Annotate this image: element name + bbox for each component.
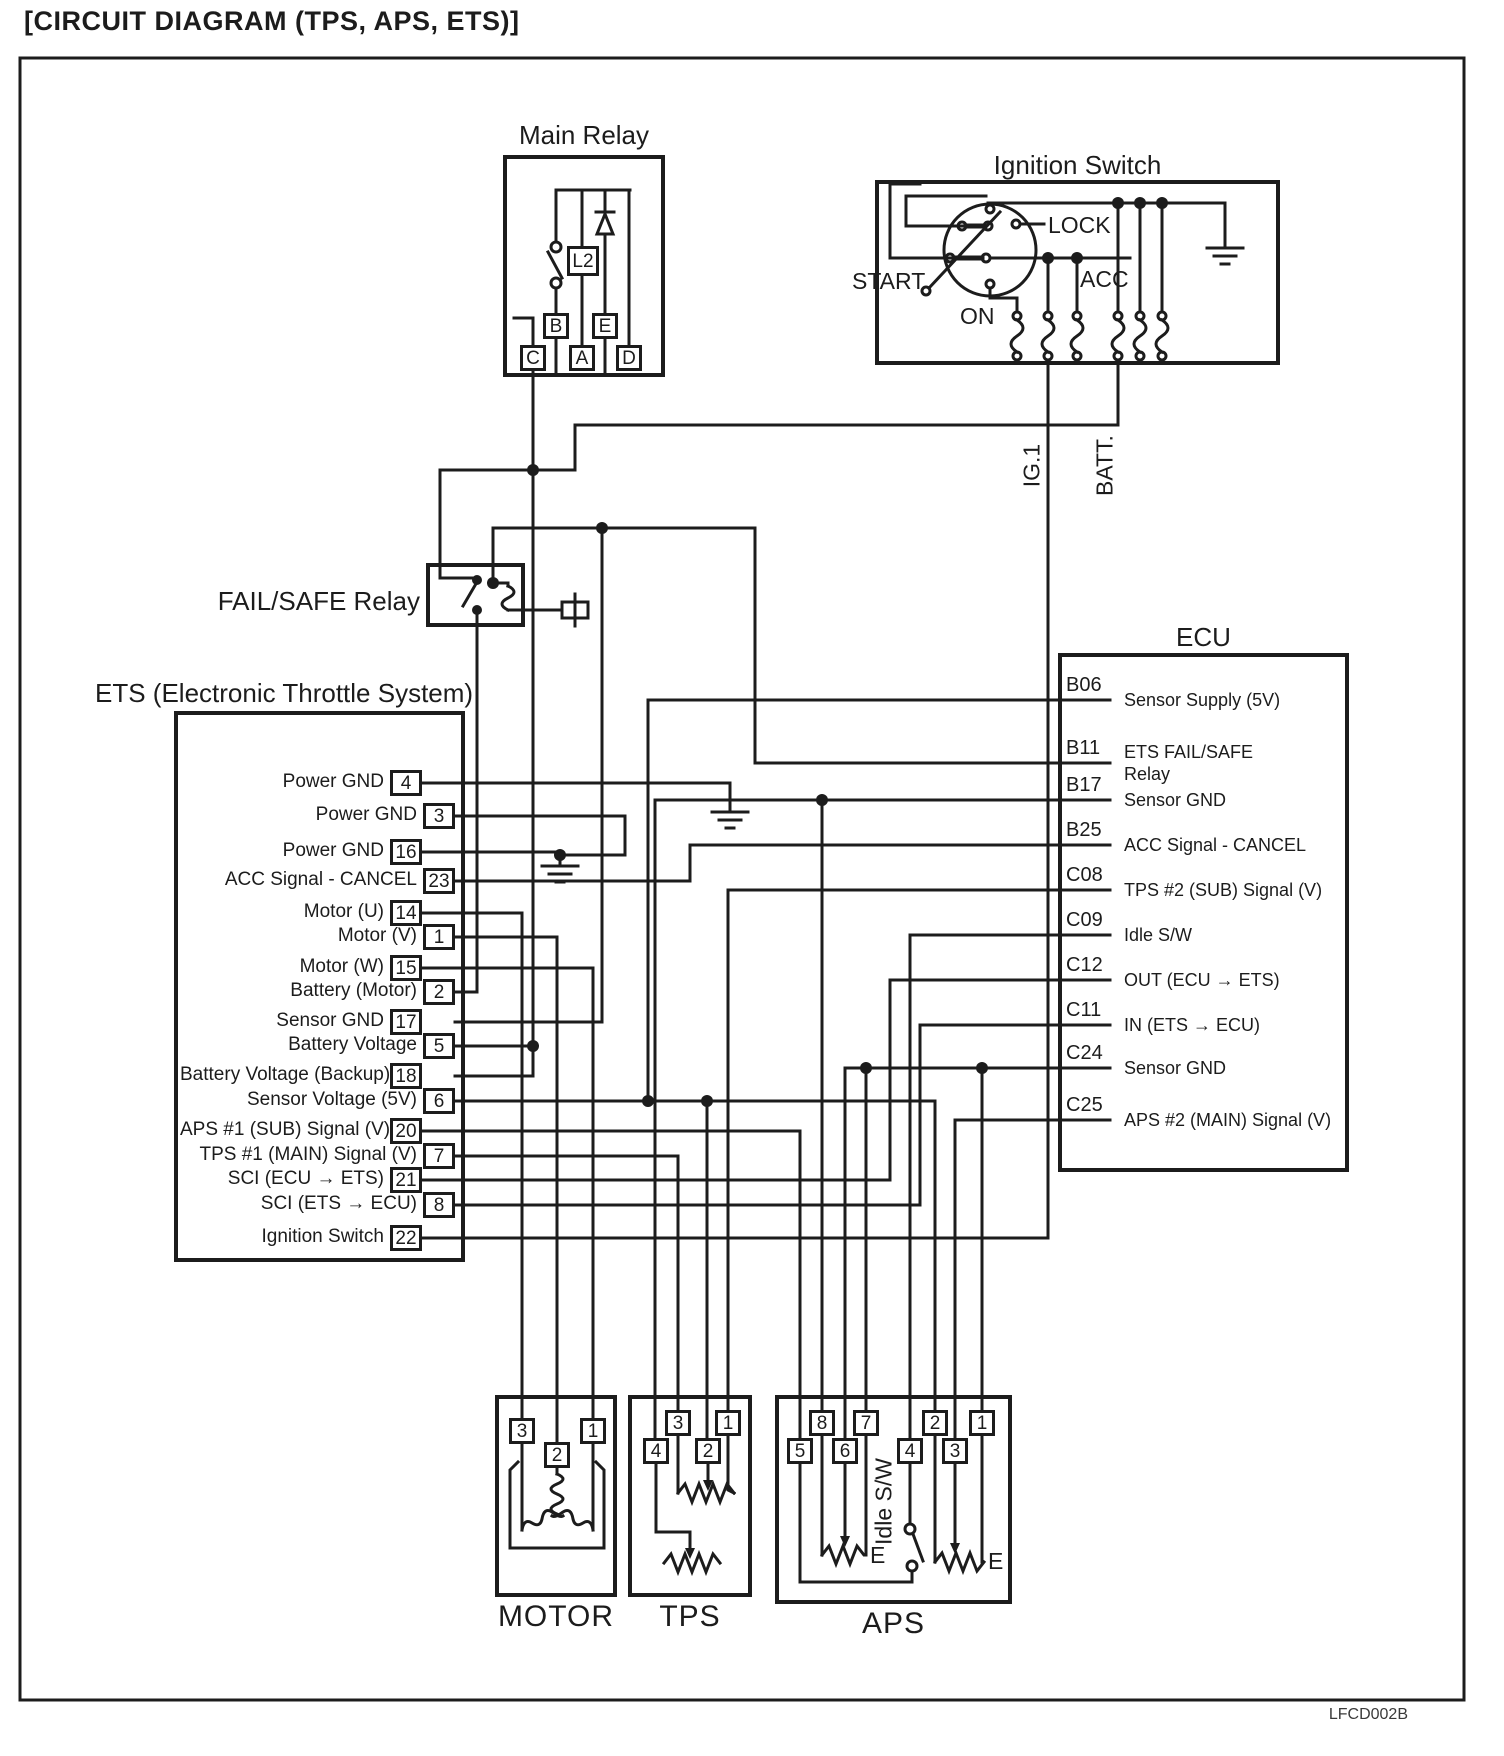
ecu-pin-desc: Idle S/W (1124, 925, 1193, 945)
ets-pin-label: Battery Voltage (288, 1034, 417, 1055)
ground-icon (712, 812, 748, 828)
ecu-box (1060, 655, 1347, 1170)
ecu-title: ECU (1176, 622, 1231, 652)
ets-pin-num: 7 (423, 1143, 455, 1169)
ets-wires (422, 783, 1110, 1442)
ecu-pin-code: C08 (1066, 864, 1103, 886)
aps-pin-4: 4 (897, 1438, 923, 1464)
ecu-pin-code: B06 (1066, 674, 1102, 696)
aps-pin-1: 1 (969, 1410, 995, 1436)
ets-pin-num: 18 (390, 1063, 422, 1089)
aps-title: APS (861, 1607, 926, 1640)
ets-pin-num: 6 (423, 1088, 455, 1114)
ecu-pin-desc: ETS FAIL/SAFE Relay (1124, 742, 1254, 784)
ecu-pin-desc: APS #2 (MAIN) Signal (V) (1124, 1110, 1332, 1130)
ets-pin-label: TPS #1 (MAIN) Signal (V) (199, 1144, 417, 1165)
idle-switch-blade-icon (913, 1534, 923, 1561)
ecu-pin-code: C09 (1066, 909, 1103, 931)
ets-pin-num: 3 (423, 803, 455, 829)
relay-switch-blade-icon (548, 252, 562, 278)
ets-pin-label: Motor (W) (299, 956, 384, 977)
aps-pin-5: 5 (787, 1438, 813, 1464)
tps-pin-3: 3 (665, 1410, 691, 1436)
main-relay-coil-label: L2 (567, 246, 599, 276)
main-relay-pin-b: B (543, 313, 569, 339)
ets-pin-num: 2 (423, 979, 455, 1005)
wire-label-ig1: IG.1 (1018, 443, 1045, 488)
ets-pin-label: Power GND (315, 804, 417, 825)
fail-safe-relay-label: FAIL/SAFE Relay (217, 586, 420, 616)
ets-pin-label: Ignition Switch (261, 1226, 384, 1247)
tps-title: TPS (659, 1600, 721, 1633)
ecu-pin-desc: Sensor GND (1124, 1058, 1227, 1078)
ignition-switch-title: Ignition Switch (993, 150, 1162, 180)
ets-pin-label: Battery Voltage (Backup) (180, 1064, 391, 1085)
ets-pin-label: SCI (ECU → ETS) (227, 1168, 384, 1189)
ets-pin-num: 16 (390, 839, 422, 865)
ecu-pin-code: C12 (1066, 954, 1103, 976)
ets-pin-num: 1 (423, 924, 455, 950)
diode-icon (597, 214, 613, 234)
ecu-pin-code: B17 (1066, 774, 1102, 796)
ets-pin-num: 20 (390, 1118, 422, 1144)
ecu-pin-code: C11 (1066, 999, 1102, 1021)
ets-pin-label: APS #1 (SUB) Signal (V) (180, 1119, 391, 1140)
ecu-pin-code: C24 (1066, 1042, 1103, 1064)
fail-safe-relay-internals (440, 528, 1110, 1022)
aps-e1-label: E (870, 1542, 886, 1568)
relay-coil-icon (502, 586, 514, 610)
ecu-pin-desc: ACC Signal - CANCEL (1124, 835, 1307, 855)
ecu-pin-desc: Sensor GND (1124, 790, 1227, 810)
ets-title: ETS (Electronic Throttle System) (95, 678, 474, 708)
ets-pin-num: 17 (390, 1009, 422, 1035)
tps-pin-1: 1 (715, 1410, 741, 1436)
figure-code: LFCD002B (1328, 1706, 1408, 1723)
wire-label-batt: BATT. (1091, 435, 1118, 496)
aps-pin-8: 8 (809, 1410, 835, 1436)
ecu-pin-code: B25 (1066, 819, 1102, 841)
ecu-pin-desc: OUT (ECU → ETS) (1124, 970, 1280, 990)
ets-pin-num: 5 (423, 1033, 455, 1059)
ecu-pin-desc: Sensor Supply (5V) (1124, 690, 1281, 710)
tps-pin-4: 4 (643, 1438, 669, 1464)
potentiometer-icon (664, 1554, 720, 1572)
ignition-pos-lock: LOCK (1048, 212, 1111, 238)
winding-coil-icon (551, 1474, 563, 1514)
aps-pin-7: 7 (853, 1410, 879, 1436)
aps-idle-sw-label: Idle S/W (870, 1458, 897, 1545)
potentiometer-icon (678, 1484, 734, 1502)
ets-pin-label: Sensor GND (276, 1010, 384, 1031)
ets-pin-num: 8 (423, 1192, 455, 1218)
potentiometer-icon (822, 1546, 866, 1564)
ets-pin-num: 14 (390, 900, 422, 926)
aps-pin-6: 6 (832, 1438, 858, 1464)
page-title: [CIRCUIT DIAGRAM (TPS, APS, ETS)] (24, 6, 520, 36)
ecu-pin-code: B11 (1066, 737, 1101, 759)
ets-pin-label: Motor (V) (337, 925, 417, 946)
main-relay-pin-d: D (616, 345, 642, 371)
ets-pin-num: 23 (423, 868, 455, 894)
main-relay-title: Main Relay (518, 120, 650, 150)
wiper-arrow-icon (950, 1543, 960, 1554)
ets-pin-label: Power GND (282, 771, 384, 792)
ignition-pos-acc: ACC (1080, 266, 1129, 292)
ets-pin-num: 4 (390, 770, 422, 796)
ignition-pos-start: START (852, 268, 926, 294)
ets-pin-num: 21 (390, 1167, 422, 1193)
ets-pin-label: Power GND (282, 840, 384, 861)
ecu-pin-code: C25 (1066, 1094, 1103, 1116)
ground-icon (1207, 248, 1243, 264)
ecu-pin-desc: IN (ETS → ECU) (1124, 1015, 1261, 1035)
wiper-arrow-icon (840, 1536, 850, 1547)
ets-pin-label: SCI (ETS → ECU) (260, 1193, 417, 1214)
ecu-pin-desc: TPS #2 (SUB) Signal (V) (1124, 880, 1323, 900)
aps-pin-3: 3 (942, 1438, 968, 1464)
ignition-switch-internals (890, 184, 1243, 363)
contact-squiggles (1011, 312, 1168, 360)
ets-pin-label: Motor (U) (303, 901, 384, 922)
aps-e2-label: E (988, 1548, 1004, 1574)
main-relay-pin-a: A (569, 345, 595, 371)
ignition-pos-on: ON (960, 303, 995, 329)
tps-pin-2: 2 (695, 1438, 721, 1464)
aps-pin-2: 2 (922, 1410, 948, 1436)
ets-pin-num: 22 (390, 1225, 422, 1251)
motor-pin-1: 1 (580, 1418, 606, 1444)
ets-pin-num: 15 (390, 955, 422, 981)
key-rotor-icon (944, 204, 1036, 296)
ets-pin-label: Battery (Motor) (290, 980, 417, 1001)
main-relay-pin-e: E (592, 313, 618, 339)
motor-pin-3: 3 (509, 1418, 535, 1444)
main-relay-pin-c: C (520, 345, 546, 371)
potentiometer-icon (935, 1553, 984, 1571)
ets-pin-label: ACC Signal - CANCEL (224, 869, 417, 890)
motor-pin-2: 2 (544, 1442, 570, 1468)
fail-safe-blade-icon (463, 582, 477, 606)
ets-pin-label: Sensor Voltage (5V) (246, 1089, 417, 1110)
motor-title: MOTOR (497, 1600, 615, 1633)
